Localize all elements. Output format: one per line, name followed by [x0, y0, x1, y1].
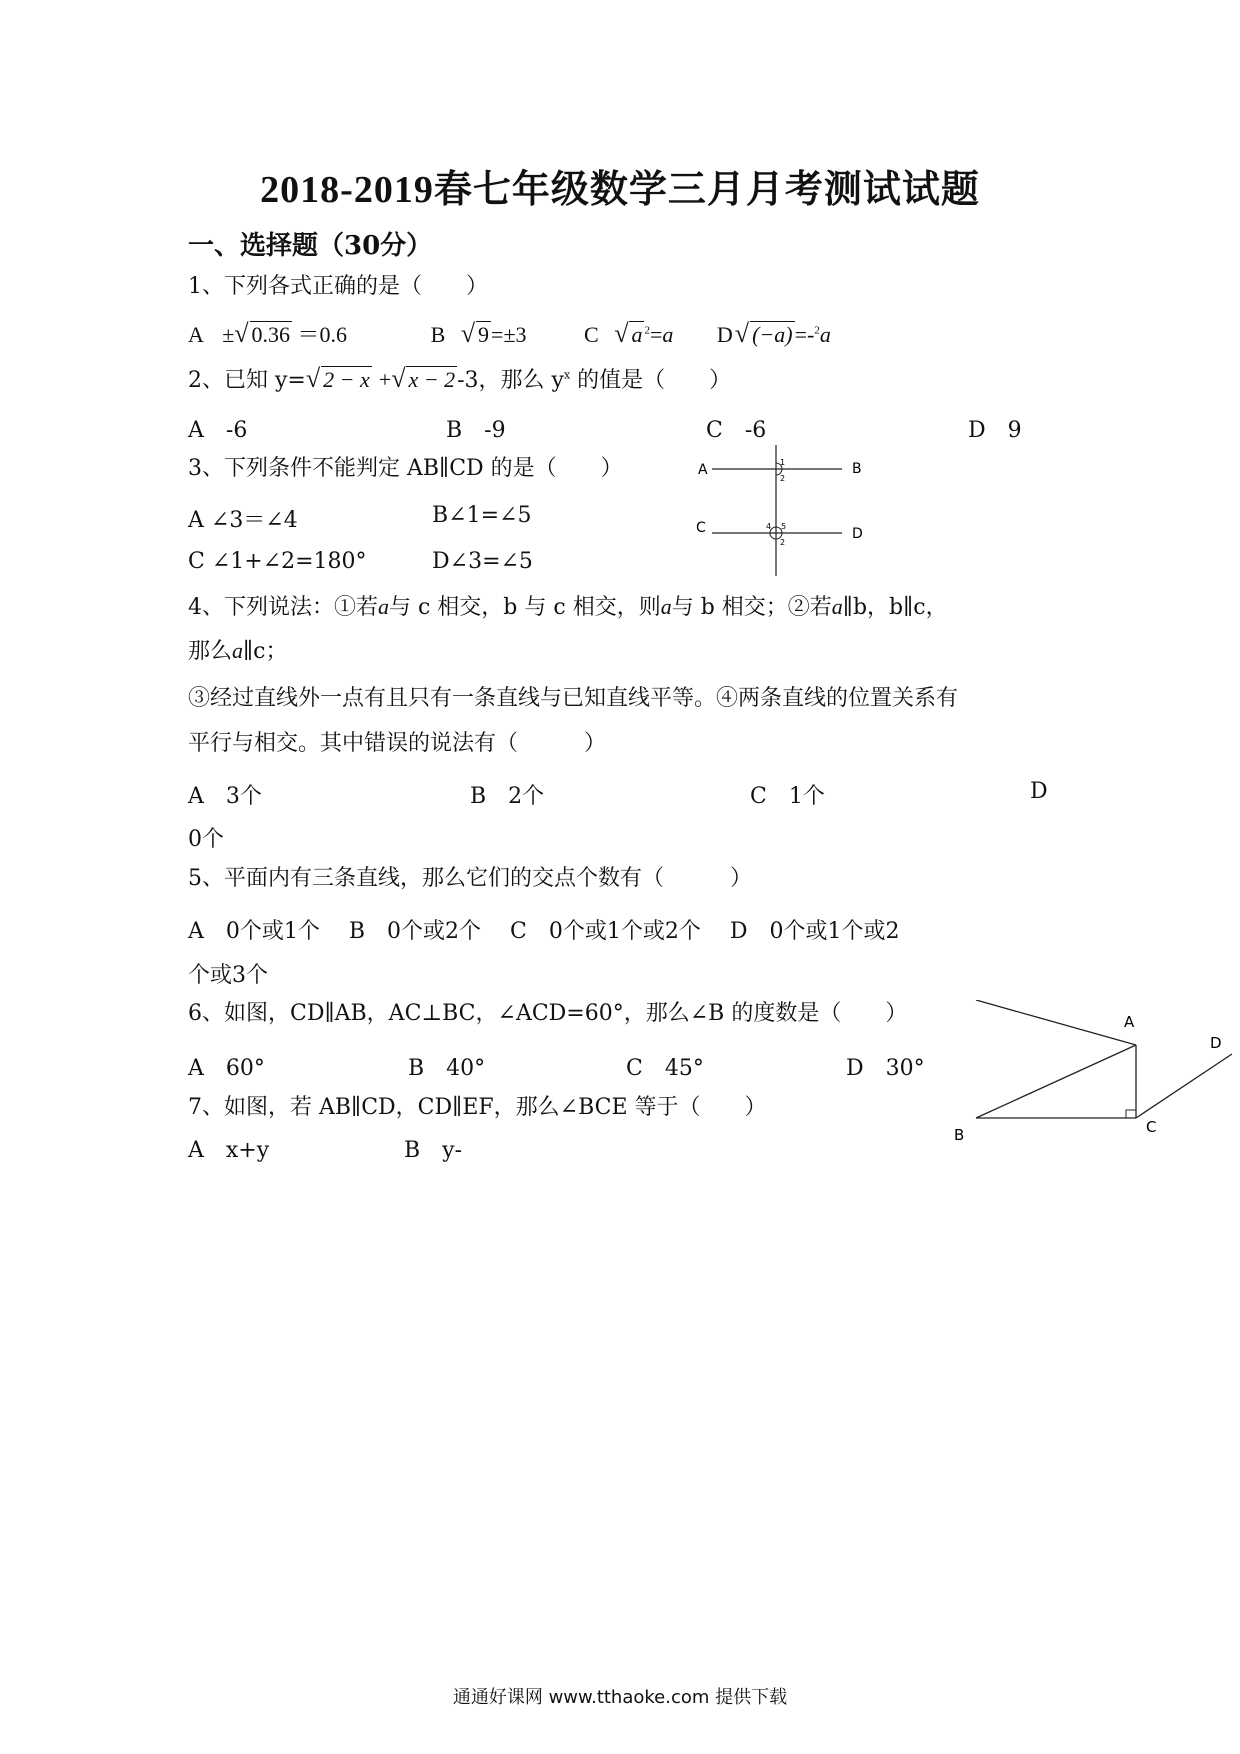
question-1-options: A ±√ 0.36 ＝0.6 B √ 9=±3 C √ a $^2$=a D√ (−a)=-$^2$a: [188, 319, 831, 348]
q3-label-d: D: [852, 526, 863, 542]
option-d-result: a: [819, 322, 831, 347]
option-c-equals: =: [649, 322, 663, 347]
option-a-result: ＝0.6: [297, 322, 348, 347]
section-heading: 一、选择题（30分）: [188, 231, 433, 261]
option-b-radicand: 9: [478, 322, 490, 347]
q4-text-4: ∥b，b∥c，: [842, 595, 948, 620]
q6-option-a: A 60°: [188, 1056, 265, 1081]
q2-suffix: -3，那么 y: [457, 368, 564, 393]
q3-option-b: B∠1=∠5: [432, 503, 532, 528]
q3-angle-4: 4: [766, 522, 772, 531]
q4-option-b: B 2个: [470, 784, 545, 809]
question-4-line-3: ③经过直线外一点有且只有一条直线与已知直线平等。④两条直线的位置关系有: [188, 686, 959, 711]
q4-var-a: a: [831, 594, 843, 619]
option-a-pm: ±: [222, 322, 235, 347]
option-d-exponent: 2: [814, 324, 820, 337]
q3-option-c: C ∠1+∠2=180°: [188, 549, 367, 574]
q4-text-2: 与 c 相交，b 与 c 相交，则: [389, 595, 661, 620]
q4-text-5: 那么: [188, 639, 233, 664]
q6-figure: [940, 1000, 1240, 1160]
q2-prefix: 2、已知 y=: [188, 368, 306, 393]
q4-text-3: 与 b 相交；②若: [671, 595, 832, 620]
q4-option-c: C 1个: [750, 784, 825, 809]
q4-var-a: a: [378, 594, 389, 619]
footer-source: 通通好课网 www.tthaoke.com 提供下载: [452, 1687, 788, 1708]
option-b-label: B: [430, 322, 446, 347]
question-1-stem: 1、下列各式正确的是（ ）: [188, 274, 488, 299]
q3-angle-lower: 2: [780, 538, 786, 547]
q2-tail: 的值是（ ）: [577, 368, 732, 393]
q6-option-b: B 40°: [408, 1056, 486, 1081]
option-d-label: D: [716, 322, 733, 347]
question-4-line-1: [188, 596, 948, 619]
page-title: 2018-2019春七年级数学三月月考测试试题: [260, 169, 980, 211]
q3-figure: [690, 440, 900, 580]
option-d-equals: =-: [794, 322, 815, 347]
option-c-label: C: [584, 322, 599, 347]
q3-angle-2: 2: [780, 474, 786, 483]
q6-label-c: C: [1146, 1118, 1157, 1136]
option-c-result: a: [662, 322, 674, 347]
q3-label-b: B: [852, 461, 862, 477]
question-6-stem: 6、如图，CD∥AB，AC⊥BC，∠ACD=60°，那么∠B 的度数是（ ）: [188, 1001, 908, 1026]
question-2-stem: 2、已知 y=√ 2 − x +√ x − 2-3，那么 $y^x$ 的值是（ ）: [188, 364, 732, 393]
q2-option-d: D 9: [968, 418, 1022, 443]
q3-label-c: C: [696, 520, 706, 536]
q4-var-a: a: [660, 594, 672, 619]
option-c-radicand: a: [631, 322, 643, 347]
question-7-stem: 7、如图，若 AB∥CD，CD∥EF，那么∠BCE 等于（ ）: [188, 1095, 767, 1120]
option-b-result: =±3: [491, 322, 527, 347]
q3-angle-5: 5: [781, 522, 787, 531]
q6-option-d: D 30°: [846, 1056, 925, 1081]
q3-option-d: D∠3=∠5: [432, 549, 533, 574]
question-4-line-4: 平行与相交。其中错误的说法有（ ）: [188, 731, 607, 756]
q5-options-cont: 个或3个: [188, 963, 268, 988]
question-3-stem: 3、下列条件不能判定 AB∥CD 的是（ ）: [188, 456, 623, 481]
q2-option-a: A -6: [188, 418, 248, 443]
q4-text-1: 4、下列说法：①若: [188, 595, 378, 620]
q7-option-b: B y-: [404, 1138, 463, 1163]
q6-label-d: D: [1210, 1034, 1222, 1052]
q4-option-d: D: [1030, 779, 1048, 804]
option-c-exponent: 2: [644, 324, 650, 337]
q2-option-c: C -6: [706, 418, 767, 443]
q2-radicand-2: x − 2: [408, 367, 456, 392]
q6-option-c: C 45°: [626, 1056, 704, 1081]
q4-option-d-cont: 0个: [188, 827, 224, 852]
q3-option-a: A ∠3＝∠4: [188, 508, 298, 533]
q4-option-a: A 3个: [188, 784, 262, 809]
q3-label-a: A: [698, 462, 708, 478]
q4-text-6: ∥c；: [243, 639, 288, 664]
q7-option-a: A x+y: [188, 1138, 270, 1163]
q2-radicand-1: 2 − x: [323, 367, 370, 392]
q2-exponent: x: [563, 368, 571, 382]
option-a-radicand: 0.36: [251, 322, 291, 347]
q5-options: A 0个或1个 B 0个或2个 C 0个或1个或2个 D 0个或1个或2: [188, 919, 900, 944]
q2-plus: +: [378, 367, 392, 392]
q2-option-b: B -9: [446, 418, 506, 443]
q6-label-b: B: [954, 1126, 965, 1144]
q4-var-a: a: [232, 638, 244, 663]
q6-label-a: A: [1124, 1013, 1135, 1031]
question-4-line-2: [188, 640, 288, 663]
q3-angle-1: 1: [780, 458, 786, 467]
question-5-stem: 5、平面内有三条直线，那么它们的交点个数有（ ）: [188, 866, 752, 891]
option-a-label: A: [188, 322, 203, 347]
option-d-radicand: (−a): [752, 322, 793, 347]
